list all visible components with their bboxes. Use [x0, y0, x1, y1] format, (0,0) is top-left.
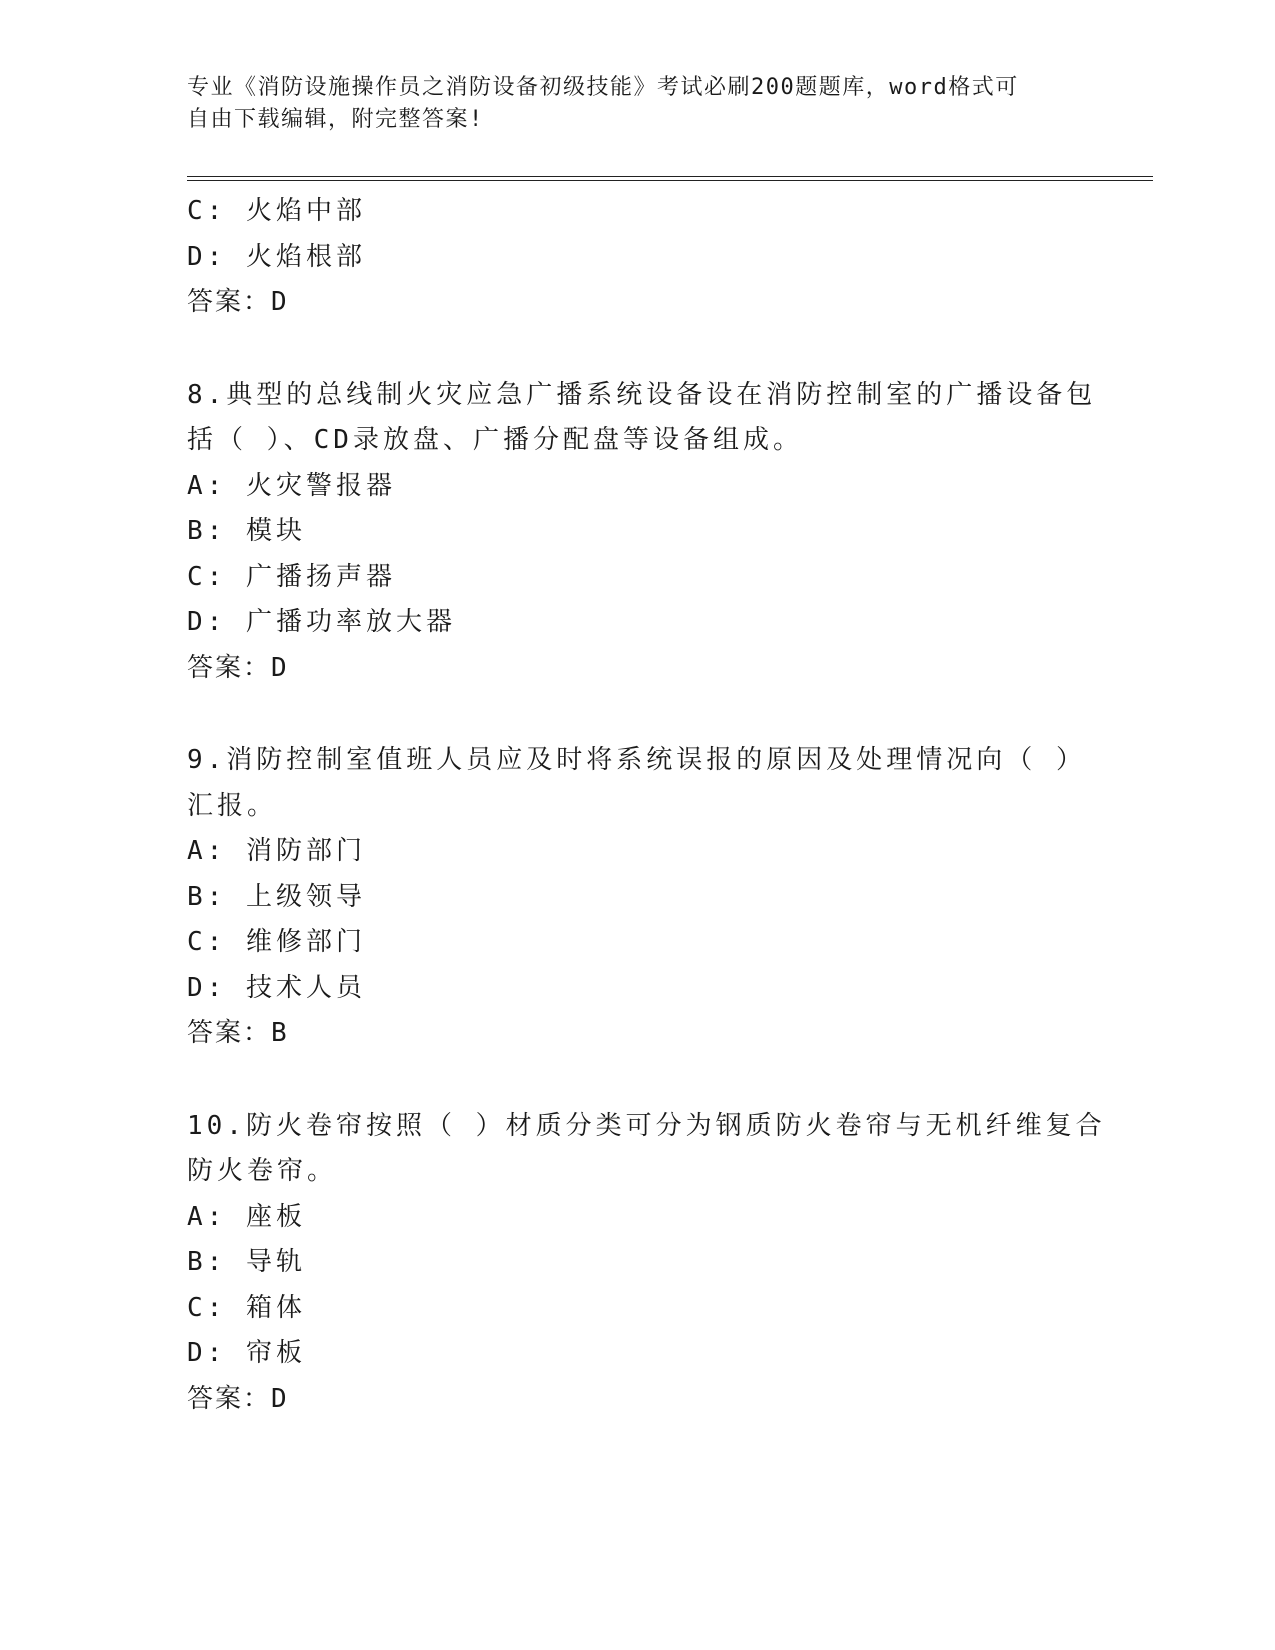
option-a: A: 火灾警报器: [187, 470, 396, 501]
question-stem: 8.典型的总线制火灾应急广播系统设备设在消防控制室的广播设备包: [187, 379, 1097, 410]
option-c: C: 广播扬声器: [187, 561, 396, 592]
option-a: A: 消防部门: [187, 836, 366, 866]
header-title-line-1: 专业《消防设施操作员之消防设备初级技能》考试必刷200题题库，word格式可: [187, 75, 1019, 100]
option-d: D: 广播功率放大器: [187, 607, 456, 637]
question-list: [187, 189, 1106, 1422]
header-title-line-2: 自由下载编辑，附完整答案!: [187, 107, 484, 132]
option-c: C: 火焰中部: [187, 196, 366, 226]
question-8: [187, 373, 1097, 692]
answer-line: 答案：D: [187, 652, 289, 683]
option-b: B: 模块: [187, 516, 306, 546]
question-9: [187, 738, 1087, 1057]
option-d: D: 帘板: [187, 1338, 306, 1368]
option-c: C: 箱体: [187, 1292, 306, 1323]
document-header: [187, 72, 1067, 136]
option-c: C: 维修部门: [187, 927, 366, 957]
answer-line: 答案：D: [187, 287, 289, 317]
question-stem: 防火卷帘。: [187, 1156, 338, 1186]
option-b: B: 上级领导: [187, 881, 366, 912]
question-10: [187, 1104, 1106, 1423]
option-d: D: 技术人员: [187, 972, 366, 1003]
answer-line: 答案：D: [187, 1383, 289, 1414]
option-d: D: 火焰根部: [187, 241, 366, 272]
question-stem: 10.防火卷帘按照（ ）材质分类可分为钢质防火卷帘与无机纤维复合: [187, 1110, 1106, 1141]
answer-line: 答案：B: [187, 1018, 289, 1048]
option-b: B: 导轨: [187, 1247, 306, 1277]
question-stem: 9.消防控制室值班人员应及时将系统误报的原因及处理情况向（ ）: [187, 745, 1086, 775]
question-stem: 括（ ）、CD录放盘、广播分配盘等设备组成。: [187, 425, 803, 455]
question-stem: 汇报。: [187, 790, 278, 821]
option-a: A: 座板: [187, 1201, 306, 1232]
header-double-rule: [187, 176, 1153, 181]
